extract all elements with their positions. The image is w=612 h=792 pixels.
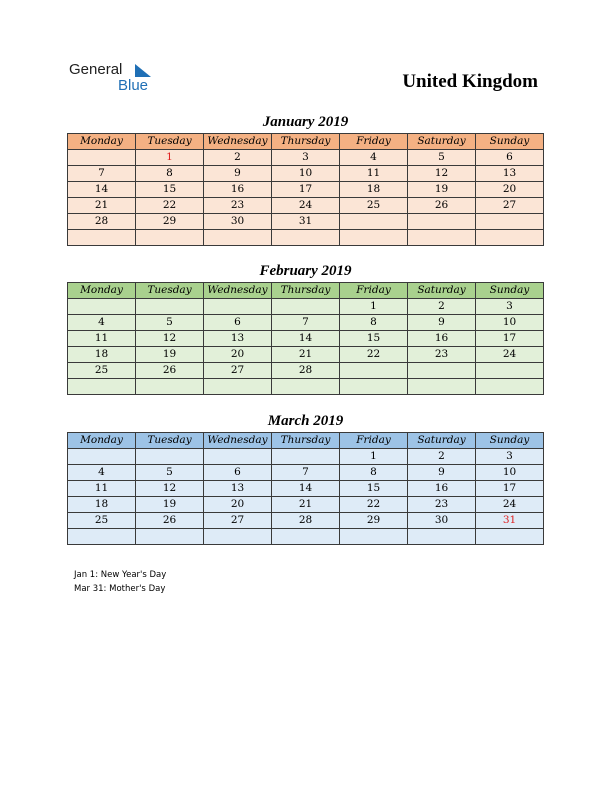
day-cell: 7 xyxy=(272,465,340,481)
day-cell: 3 xyxy=(272,150,340,166)
day-cell: 9 xyxy=(204,166,272,182)
week-row xyxy=(68,497,544,513)
day-cell: 24 xyxy=(476,347,544,363)
day-cell: 2 xyxy=(204,150,272,166)
day-cell: 19 xyxy=(136,497,204,513)
day-cell: 13 xyxy=(204,331,272,347)
week-row xyxy=(68,529,544,545)
week-row xyxy=(68,331,544,347)
weekday-header: Sunday xyxy=(476,283,544,299)
week-row xyxy=(68,379,544,395)
day-cell: 22 xyxy=(340,347,408,363)
day-cell xyxy=(340,214,408,230)
day-cell: 23 xyxy=(408,497,476,513)
week-row xyxy=(68,363,544,379)
day-cell: 11 xyxy=(68,331,136,347)
day-cell: 14 xyxy=(272,481,340,497)
day-cell xyxy=(136,230,204,246)
day-cell: 29 xyxy=(340,513,408,529)
weekday-header: Monday xyxy=(68,134,136,150)
weekday-header-row xyxy=(68,134,544,150)
holiday-note: Jan 1: New Year's Day xyxy=(74,570,167,580)
day-cell: 3 xyxy=(476,299,544,315)
day-cell: 3 xyxy=(476,449,544,465)
day-cell: 12 xyxy=(136,331,204,347)
day-cell: 23 xyxy=(204,198,272,214)
day-cell: 17 xyxy=(272,182,340,198)
weekday-header: Thursday xyxy=(272,283,340,299)
weekday-header: Saturday xyxy=(408,134,476,150)
day-cell: 31 xyxy=(272,214,340,230)
day-cell: 12 xyxy=(136,481,204,497)
day-cell: 28 xyxy=(272,363,340,379)
day-cell: 1 xyxy=(136,150,204,166)
day-cell: 23 xyxy=(408,347,476,363)
day-cell: 28 xyxy=(272,513,340,529)
day-cell: 29 xyxy=(136,214,204,230)
logo-text-blue: Blue xyxy=(118,77,149,94)
day-cell xyxy=(272,379,340,395)
day-cell xyxy=(408,363,476,379)
day-cell: 10 xyxy=(476,315,544,331)
day-cell xyxy=(68,150,136,166)
day-cell: 18 xyxy=(68,497,136,513)
calendar-march xyxy=(67,432,544,545)
weekday-header: Thursday xyxy=(272,433,340,449)
day-cell: 8 xyxy=(136,166,204,182)
generalblue-logo xyxy=(69,60,169,96)
day-cell: 7 xyxy=(272,315,340,331)
day-cell: 30 xyxy=(408,513,476,529)
day-cell xyxy=(476,529,544,545)
day-cell: 11 xyxy=(68,481,136,497)
day-cell: 25 xyxy=(68,363,136,379)
day-cell xyxy=(204,230,272,246)
week-row xyxy=(68,166,544,182)
day-cell: 9 xyxy=(408,315,476,331)
day-cell: 4 xyxy=(68,315,136,331)
week-row xyxy=(68,449,544,465)
week-row xyxy=(68,299,544,315)
day-cell xyxy=(408,214,476,230)
holiday-note: Mar 31: Mother's Day xyxy=(74,584,166,594)
day-cell xyxy=(136,529,204,545)
day-cell xyxy=(68,299,136,315)
day-cell: 4 xyxy=(68,465,136,481)
week-row xyxy=(68,230,544,246)
day-cell: 31 xyxy=(476,513,544,529)
day-cell: 30 xyxy=(204,214,272,230)
day-cell xyxy=(408,529,476,545)
month-title-march: March 2019 xyxy=(267,413,344,429)
weekday-header: Friday xyxy=(340,283,408,299)
day-cell xyxy=(68,529,136,545)
weekday-header: Monday xyxy=(68,433,136,449)
day-cell: 27 xyxy=(204,513,272,529)
day-cell: 15 xyxy=(340,331,408,347)
day-cell: 19 xyxy=(408,182,476,198)
week-row xyxy=(68,465,544,481)
day-cell xyxy=(340,529,408,545)
week-row xyxy=(68,198,544,214)
day-cell: 28 xyxy=(68,214,136,230)
day-cell: 27 xyxy=(204,363,272,379)
weekday-header-row xyxy=(68,433,544,449)
day-cell xyxy=(272,449,340,465)
day-cell xyxy=(136,449,204,465)
week-row xyxy=(68,315,544,331)
day-cell xyxy=(68,230,136,246)
day-cell: 10 xyxy=(476,465,544,481)
week-row xyxy=(68,347,544,363)
day-cell: 17 xyxy=(476,481,544,497)
day-cell: 18 xyxy=(340,182,408,198)
week-row xyxy=(68,182,544,198)
weekday-header-row xyxy=(68,283,544,299)
day-cell xyxy=(204,529,272,545)
day-cell: 25 xyxy=(340,198,408,214)
day-cell: 21 xyxy=(272,347,340,363)
day-cell: 17 xyxy=(476,331,544,347)
day-cell: 5 xyxy=(136,315,204,331)
calendar-february xyxy=(67,282,544,395)
weekday-header: Saturday xyxy=(408,283,476,299)
day-cell xyxy=(204,299,272,315)
day-cell xyxy=(68,449,136,465)
day-cell xyxy=(340,379,408,395)
holiday-notes xyxy=(74,568,166,596)
weekday-header: Friday xyxy=(340,134,408,150)
day-cell: 14 xyxy=(272,331,340,347)
day-cell: 22 xyxy=(136,198,204,214)
day-cell: 20 xyxy=(204,497,272,513)
day-cell: 25 xyxy=(68,513,136,529)
day-cell: 15 xyxy=(136,182,204,198)
weekday-header: Tuesday xyxy=(136,283,204,299)
day-cell: 26 xyxy=(136,513,204,529)
weekday-header: Wednesday xyxy=(204,433,272,449)
day-cell: 20 xyxy=(476,182,544,198)
day-cell: 21 xyxy=(272,497,340,513)
logo-triangle-icon xyxy=(135,64,151,77)
day-cell: 20 xyxy=(204,347,272,363)
day-cell: 8 xyxy=(340,465,408,481)
weekday-header: Sunday xyxy=(476,134,544,150)
day-cell: 1 xyxy=(340,299,408,315)
day-cell: 12 xyxy=(408,166,476,182)
day-cell xyxy=(476,379,544,395)
day-cell xyxy=(476,230,544,246)
day-cell: 5 xyxy=(408,150,476,166)
day-cell: 27 xyxy=(476,198,544,214)
weekday-header: Tuesday xyxy=(136,134,204,150)
day-cell: 10 xyxy=(272,166,340,182)
week-row xyxy=(68,150,544,166)
day-cell: 9 xyxy=(408,465,476,481)
day-cell: 24 xyxy=(272,198,340,214)
day-cell xyxy=(136,379,204,395)
day-cell xyxy=(340,363,408,379)
day-cell xyxy=(476,214,544,230)
day-cell xyxy=(340,230,408,246)
day-cell xyxy=(204,449,272,465)
day-cell: 24 xyxy=(476,497,544,513)
week-row xyxy=(68,513,544,529)
day-cell: 15 xyxy=(340,481,408,497)
weekday-header: Wednesday xyxy=(204,283,272,299)
day-cell: 2 xyxy=(408,449,476,465)
weekday-header: Tuesday xyxy=(136,433,204,449)
day-cell: 21 xyxy=(68,198,136,214)
weekday-header: Wednesday xyxy=(204,134,272,150)
day-cell: 6 xyxy=(476,150,544,166)
day-cell xyxy=(476,363,544,379)
day-cell: 7 xyxy=(68,166,136,182)
weekday-header: Sunday xyxy=(476,433,544,449)
day-cell: 16 xyxy=(204,182,272,198)
day-cell xyxy=(272,299,340,315)
week-row xyxy=(68,481,544,497)
day-cell: 16 xyxy=(408,481,476,497)
day-cell xyxy=(136,299,204,315)
day-cell xyxy=(272,529,340,545)
weekday-header: Saturday xyxy=(408,433,476,449)
day-cell xyxy=(272,230,340,246)
month-title-february: February 2019 xyxy=(259,263,352,279)
month-title-january: January 2019 xyxy=(262,114,349,130)
day-cell: 11 xyxy=(340,166,408,182)
day-cell: 22 xyxy=(340,497,408,513)
day-cell: 18 xyxy=(68,347,136,363)
day-cell: 5 xyxy=(136,465,204,481)
day-cell: 2 xyxy=(408,299,476,315)
day-cell: 6 xyxy=(204,315,272,331)
day-cell xyxy=(408,230,476,246)
day-cell: 13 xyxy=(204,481,272,497)
day-cell: 14 xyxy=(68,182,136,198)
day-cell: 19 xyxy=(136,347,204,363)
day-cell: 13 xyxy=(476,166,544,182)
day-cell: 26 xyxy=(408,198,476,214)
day-cell: 6 xyxy=(204,465,272,481)
weekday-header: Friday xyxy=(340,433,408,449)
day-cell xyxy=(68,379,136,395)
day-cell: 26 xyxy=(136,363,204,379)
day-cell: 8 xyxy=(340,315,408,331)
day-cell xyxy=(204,379,272,395)
day-cell: 4 xyxy=(340,150,408,166)
calendar-january xyxy=(67,133,544,246)
day-cell: 16 xyxy=(408,331,476,347)
week-row xyxy=(68,214,544,230)
day-cell: 1 xyxy=(340,449,408,465)
country-title: United Kingdom xyxy=(402,71,538,92)
weekday-header: Monday xyxy=(68,283,136,299)
logo-text-general: General xyxy=(69,61,123,78)
weekday-header: Thursday xyxy=(272,134,340,150)
day-cell xyxy=(408,379,476,395)
